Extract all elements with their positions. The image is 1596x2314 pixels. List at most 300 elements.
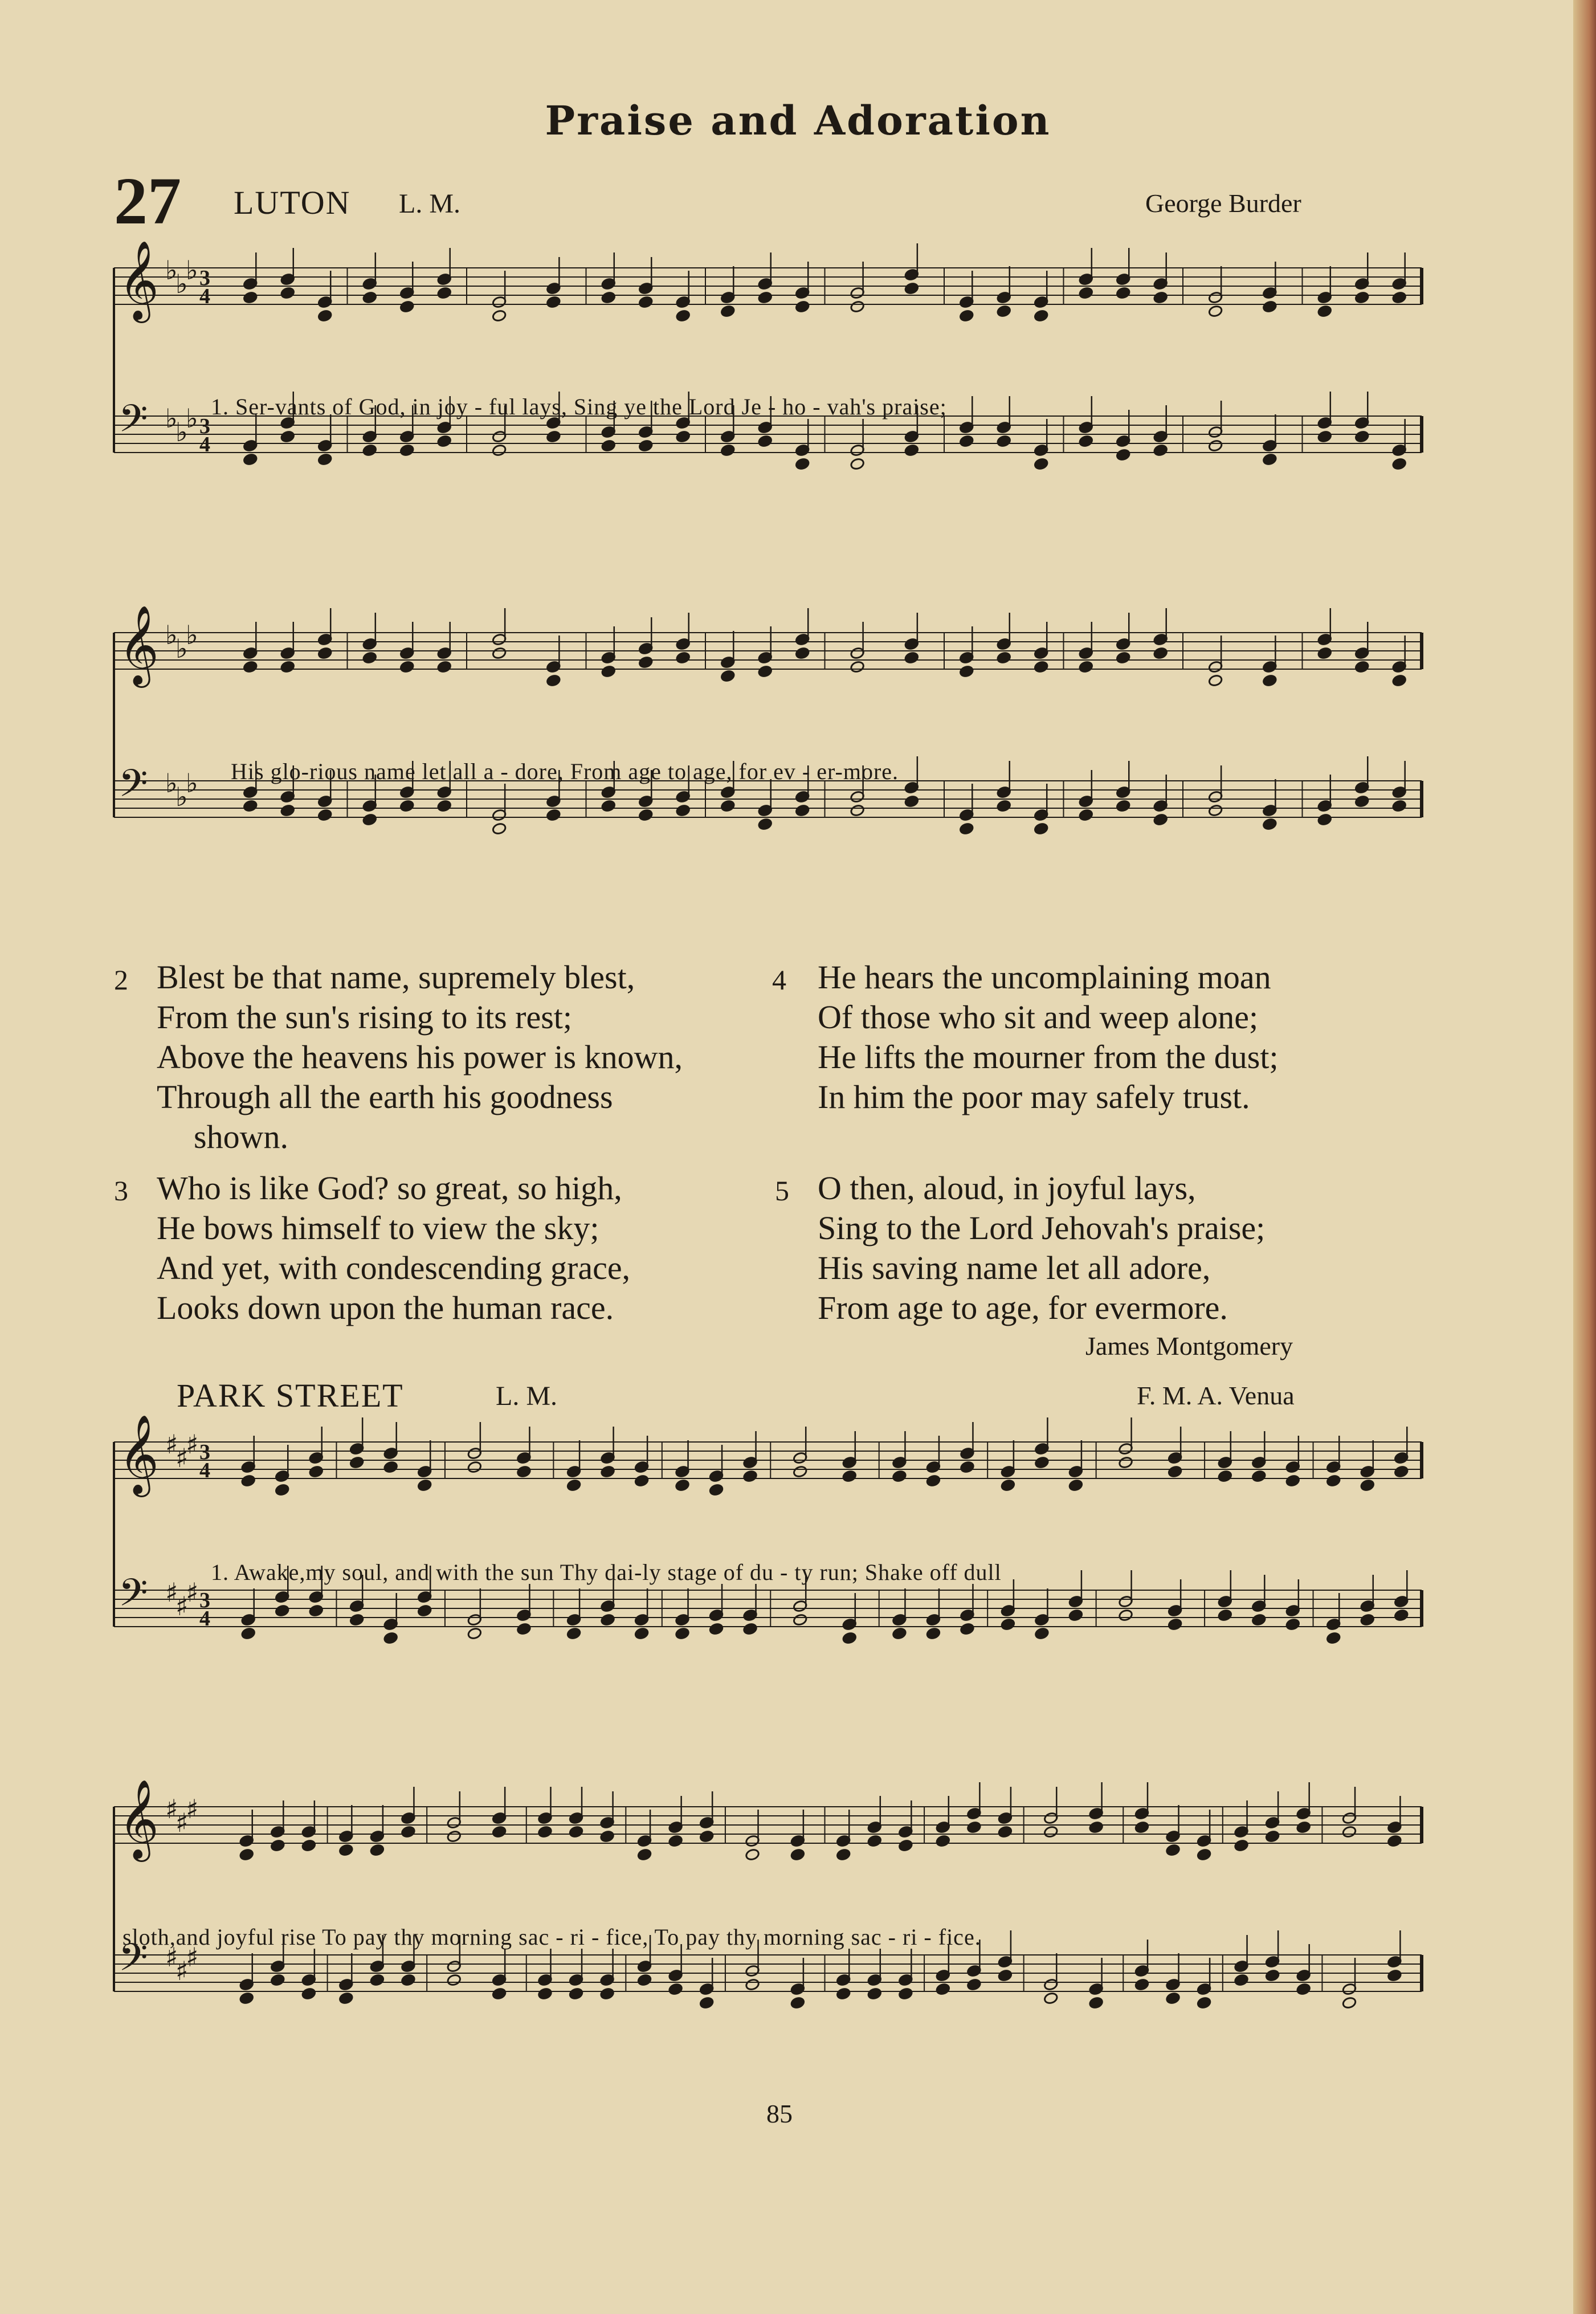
sharp-accidental-icon: ♯ <box>165 1577 178 1608</box>
note-head <box>301 1839 316 1852</box>
note-head <box>275 1604 289 1618</box>
section-title: Praise and Adoration <box>545 97 1051 144</box>
verse-4-number: 4 <box>772 964 786 996</box>
note-head <box>546 296 561 309</box>
note-head <box>1119 1609 1133 1622</box>
note-head <box>516 1465 531 1478</box>
meter-luton: L. M. <box>399 189 460 219</box>
verse-3-line-1: Who is like God? so great, so high, <box>157 1170 622 1207</box>
flat-accidental-icon: ♭ <box>175 781 188 812</box>
note-head <box>601 1614 615 1627</box>
note-head <box>1079 661 1093 674</box>
note-head <box>492 1826 507 1839</box>
note-head <box>1034 1456 1049 1469</box>
note-head <box>745 1848 760 1861</box>
verse-5-line-1: O then, aloud, in joyful lays, <box>818 1170 1196 1207</box>
composer-park-street: F. M. A. Venua <box>1137 1381 1295 1410</box>
note-head <box>1354 795 1369 808</box>
note-head <box>601 800 616 813</box>
note-head <box>904 444 919 457</box>
note-head <box>241 1474 256 1488</box>
note-head <box>399 800 414 813</box>
note-head <box>842 1632 857 1645</box>
note-head <box>317 809 332 822</box>
note-head <box>1116 287 1130 300</box>
note-head <box>790 1848 805 1861</box>
note-head <box>637 1974 652 1987</box>
note-head <box>637 1848 652 1861</box>
note-head <box>243 800 258 813</box>
note-head <box>241 1627 256 1640</box>
verse-3-line-3: And yet, with condescending grace, <box>157 1249 631 1286</box>
hymn-number: 27 <box>114 164 181 238</box>
note-head <box>601 291 616 304</box>
note-head <box>1317 813 1332 826</box>
composer-luton: George Burder <box>1145 189 1301 218</box>
note-head <box>601 439 616 453</box>
note-head <box>998 1969 1013 1982</box>
note-head <box>1265 1830 1280 1843</box>
verse-3-line-2: He bows himself to view the sky; <box>157 1209 599 1246</box>
note-head <box>676 430 691 443</box>
tune-name-luton: LUTON <box>234 184 351 221</box>
time-signature-bottom: 4 <box>199 1459 210 1482</box>
note-head <box>758 291 773 304</box>
note-head <box>1001 1618 1015 1631</box>
note-head <box>1116 651 1130 665</box>
note-head <box>638 656 653 669</box>
note-head <box>795 300 810 313</box>
verse-2-line-1: Blest be that name, supremely blest, <box>157 959 635 996</box>
note-head <box>280 661 295 674</box>
verse-3-number: 3 <box>114 1175 128 1207</box>
luton-system-1 <box>0 241 1596 604</box>
treble-staff <box>114 241 1422 323</box>
note-head <box>280 287 295 300</box>
note-head <box>758 435 773 448</box>
note-head <box>892 1470 907 1483</box>
note-head <box>1034 458 1048 471</box>
note-head <box>936 1983 950 1996</box>
note-head <box>898 1839 913 1852</box>
note-head <box>399 300 414 313</box>
note-head <box>793 1614 807 1627</box>
treble-clef-icon: 𝄞 <box>119 241 159 320</box>
note-head <box>959 665 974 678</box>
note-head <box>758 665 773 678</box>
sharp-accidental-icon: ♯ <box>165 1429 178 1460</box>
note-head <box>892 1627 907 1640</box>
bass-clef-icon: 𝄢 <box>119 761 148 814</box>
treble-staff <box>114 605 1422 688</box>
note-head <box>850 804 865 817</box>
note-head <box>362 651 377 665</box>
note-head <box>383 1632 398 1645</box>
note-head <box>668 1983 683 1996</box>
verse-2-line-5: shown. <box>194 1118 288 1155</box>
note-head <box>1265 1969 1280 1982</box>
note-head <box>793 1465 807 1478</box>
note-head <box>960 1461 974 1474</box>
note-head <box>1317 647 1332 660</box>
note-head <box>709 1484 724 1497</box>
note-head <box>1387 1835 1402 1848</box>
note-head <box>867 1835 882 1848</box>
note-head <box>492 1987 507 2001</box>
underlay-luton-line-1: 1. Ser-vants of God, in joy - ful lays, Sing ye the Lord Je - ho - vah's praise; <box>211 394 947 419</box>
note-head <box>1394 1465 1409 1478</box>
note-head <box>1034 822 1048 836</box>
note-head <box>850 300 865 313</box>
flat-accidental-icon: ♭ <box>186 620 198 650</box>
note-head <box>1153 444 1168 457</box>
note-head <box>1208 439 1223 453</box>
note-head <box>492 309 507 323</box>
note-head <box>338 1992 353 2005</box>
note-head <box>638 439 653 453</box>
flat-accidental-icon: ♭ <box>165 620 178 650</box>
note-head <box>1208 305 1223 318</box>
verse-3-line-4: Looks down upon the human race. <box>157 1289 614 1326</box>
note-head <box>1285 1618 1300 1631</box>
note-head <box>1262 818 1277 831</box>
note-head <box>904 651 919 665</box>
note-head <box>1262 300 1277 313</box>
note-head <box>1034 309 1048 323</box>
note-head <box>370 1844 385 1857</box>
note-head <box>301 1987 316 2001</box>
note-head <box>1394 1609 1409 1622</box>
flat-accidental-icon: ♭ <box>175 633 188 664</box>
note-head <box>836 1987 851 2001</box>
treble-clef-icon: 𝄞 <box>119 605 159 685</box>
verse-5-number: 5 <box>775 1175 789 1207</box>
note-head <box>1285 1474 1300 1488</box>
note-head <box>546 809 561 822</box>
note-head <box>546 430 561 443</box>
note-head <box>467 1461 482 1474</box>
note-head <box>997 305 1011 318</box>
meter-park-street: L. M. <box>496 1381 557 1411</box>
note-head <box>270 1839 285 1852</box>
note-head <box>1342 1997 1357 2010</box>
flat-accidental-icon: ♭ <box>186 403 198 434</box>
note-head <box>566 1479 581 1492</box>
note-head <box>1165 1992 1180 2005</box>
note-head <box>1153 813 1168 826</box>
note-head <box>1153 291 1168 304</box>
note-head <box>1392 674 1407 687</box>
note-head <box>1197 1848 1211 1861</box>
note-head <box>280 430 295 443</box>
note-head <box>638 296 653 309</box>
note-head <box>1354 430 1369 443</box>
note-head <box>1208 804 1223 817</box>
verse-2-line-3: Above the heavens his power is known, <box>157 1038 683 1075</box>
treble-clef-icon: 𝄞 <box>119 1415 159 1494</box>
underlay-park-street-line-1: 1. Awake,my soul, and with the sun Thy dai-ly stage of du - ty run; Shake off dull <box>211 1559 1002 1585</box>
tune-name-park-street: PARK STREET <box>177 1377 404 1414</box>
verse-2-line-4: Through all the earth his goodness <box>157 1078 613 1115</box>
note-head <box>1153 647 1168 660</box>
note-head <box>998 1826 1013 1839</box>
sharp-accidental-icon: ♯ <box>165 1794 178 1824</box>
note-head <box>239 1992 254 2005</box>
note-head <box>997 435 1011 448</box>
note-head <box>600 1987 615 2001</box>
time-signature-bottom: 4 <box>199 1607 210 1631</box>
note-head <box>243 453 258 466</box>
note-head <box>317 647 332 660</box>
note-head <box>675 1479 689 1492</box>
note-head <box>1218 1609 1232 1622</box>
sharp-accidental-icon: ♯ <box>186 1794 199 1824</box>
note-head <box>349 1614 364 1627</box>
note-head <box>676 309 691 323</box>
note-head <box>370 1974 385 1987</box>
note-head <box>720 670 735 683</box>
note-head <box>1354 291 1369 304</box>
note-head <box>1251 1614 1266 1627</box>
note-head <box>675 1627 689 1640</box>
note-head <box>1234 1974 1248 1987</box>
note-head <box>601 665 616 678</box>
note-head <box>437 435 452 448</box>
sharp-accidental-icon: ♯ <box>175 1443 189 1473</box>
note-head <box>275 1484 289 1497</box>
sharp-accidental-icon: ♯ <box>186 1577 199 1608</box>
note-head <box>569 1826 583 1839</box>
note-head <box>1360 1479 1375 1492</box>
note-head <box>1134 1821 1149 1834</box>
note-head <box>742 1623 757 1636</box>
time-signature-bottom: 4 <box>199 284 210 308</box>
time-signature-top: 3 <box>199 1588 210 1612</box>
note-head <box>758 818 773 831</box>
note-head <box>401 1974 415 1987</box>
note-head <box>966 1821 981 1834</box>
sharp-accidental-icon: ♯ <box>186 1429 199 1460</box>
verse-5-line-4: From age to age, for evermore. <box>818 1289 1228 1326</box>
note-head <box>960 1623 974 1636</box>
note-head <box>1079 435 1093 448</box>
treble-clef-icon: 𝄞 <box>119 1779 159 1859</box>
note-head <box>742 1470 757 1483</box>
note-head <box>437 661 452 674</box>
note-head <box>720 305 735 318</box>
underlay-park-street-line-2: sloth,and joyful rise To pay thy morning sac - ri - fice, To pay thy morning sac - ri - fice. <box>123 1924 981 1950</box>
luton-system-2 <box>0 605 1596 969</box>
note-head <box>243 291 258 304</box>
note-head <box>1116 800 1130 813</box>
note-head <box>437 800 452 813</box>
flat-accidental-icon: ♭ <box>186 255 198 286</box>
note-head <box>601 1465 615 1478</box>
sharp-accidental-icon: ♯ <box>175 1591 189 1622</box>
note-head <box>836 1848 851 1861</box>
note-head <box>401 1826 415 1839</box>
note-head <box>634 1474 649 1488</box>
flat-accidental-icon: ♭ <box>175 417 188 447</box>
note-head <box>926 1474 941 1488</box>
note-head <box>634 1627 649 1640</box>
note-head <box>417 1604 432 1618</box>
note-head <box>1079 287 1093 300</box>
treble-staff <box>114 1415 1422 1497</box>
bass-clef-icon: 𝄢 <box>119 397 148 450</box>
time-signature-top: 3 <box>199 1440 210 1464</box>
note-head <box>362 813 377 826</box>
note-head <box>447 1974 462 1987</box>
note-head <box>349 1456 364 1469</box>
flat-accidental-icon: ♭ <box>165 768 178 799</box>
note-head <box>1089 1821 1104 1834</box>
note-head <box>1218 1470 1232 1483</box>
note-head <box>1134 1978 1149 1991</box>
note-head <box>1034 661 1048 674</box>
verse-2-number: 2 <box>114 964 128 996</box>
note-head <box>1068 1609 1083 1622</box>
bass-clef-icon: 𝄢 <box>119 1936 148 1989</box>
verse-4-line-1: He hears the uncomplaining moan <box>818 959 1271 996</box>
note-head <box>638 809 653 822</box>
flat-accidental-icon: ♭ <box>175 268 188 299</box>
note-head <box>546 674 561 687</box>
flat-accidental-icon: ♭ <box>165 255 178 286</box>
flat-accidental-icon: ♭ <box>165 403 178 434</box>
verse-2-line-2: From the sun's rising to its rest; <box>157 999 573 1036</box>
note-head <box>795 647 810 660</box>
time-signature-top: 3 <box>199 266 210 290</box>
park-street-system-2 <box>0 1779 1596 2143</box>
verse-5-line-2: Sing to the Lord Jehovah's praise; <box>818 1209 1266 1246</box>
note-head <box>1119 1456 1133 1469</box>
note-head <box>1326 1474 1341 1488</box>
note-head <box>997 800 1011 813</box>
sharp-accidental-icon: ♯ <box>165 1942 178 1973</box>
note-head <box>850 458 865 471</box>
note-head <box>569 1987 583 2001</box>
note-head <box>1262 674 1277 687</box>
note-head <box>362 444 377 457</box>
note-head <box>383 1461 398 1474</box>
note-head <box>417 1479 432 1492</box>
sharp-accidental-icon: ♯ <box>186 1942 199 1973</box>
note-head <box>842 1470 857 1483</box>
note-head <box>566 1627 581 1640</box>
note-head <box>699 1997 714 2010</box>
hymn-author: James Montgomery <box>1085 1331 1293 1360</box>
note-head <box>926 1627 941 1640</box>
note-head <box>959 822 974 836</box>
note-head <box>795 458 810 471</box>
note-head <box>1116 449 1130 462</box>
note-head <box>362 291 377 304</box>
note-head <box>709 1623 724 1636</box>
note-head <box>790 1997 805 2010</box>
verse-4-line-4: In him the poor may safely trust. <box>818 1078 1250 1115</box>
note-head <box>1317 305 1332 318</box>
note-head <box>1208 674 1223 687</box>
note-head <box>936 1835 950 1848</box>
note-head <box>492 822 507 836</box>
note-head <box>966 1978 981 1991</box>
note-head <box>1165 1844 1180 1857</box>
note-head <box>467 1627 482 1640</box>
treble-staff <box>114 1779 1422 1862</box>
note-head <box>699 1830 714 1843</box>
note-head <box>1001 1479 1015 1492</box>
note-head <box>997 651 1011 665</box>
note-head <box>904 282 919 295</box>
note-head <box>243 661 258 674</box>
note-head <box>676 651 691 665</box>
note-head <box>904 795 919 808</box>
note-head <box>1326 1632 1341 1645</box>
note-head <box>1354 661 1369 674</box>
note-head <box>1034 1627 1049 1640</box>
page-number: 85 <box>766 2099 793 2128</box>
time-signature-top: 3 <box>199 414 210 438</box>
note-head <box>1079 809 1093 822</box>
note-head <box>850 661 865 674</box>
note-head <box>867 1987 882 2001</box>
note-head <box>399 444 414 457</box>
note-head <box>1387 1969 1402 1982</box>
note-head <box>537 1826 552 1839</box>
note-head <box>1168 1465 1182 1478</box>
verse-5-line-3: His saving name let all adore, <box>818 1249 1211 1286</box>
note-head <box>280 804 295 817</box>
note-head <box>270 1974 285 1987</box>
note-head <box>795 804 810 817</box>
note-head <box>1043 1992 1058 2005</box>
note-head <box>1296 1821 1311 1834</box>
bass-clef-icon: 𝄢 <box>119 1571 148 1624</box>
flat-accidental-icon: ♭ <box>186 768 198 799</box>
note-head <box>1068 1479 1083 1492</box>
note-head <box>1089 1997 1104 2010</box>
note-head <box>1296 1983 1311 1996</box>
note-head <box>317 309 332 323</box>
note-head <box>1262 453 1277 466</box>
note-head <box>898 1987 913 2001</box>
note-head <box>1360 1614 1375 1627</box>
note-head <box>309 1465 324 1478</box>
note-head <box>239 1848 254 1861</box>
note-head <box>447 1830 462 1843</box>
note-head <box>309 1604 324 1618</box>
sharp-accidental-icon: ♯ <box>175 1956 189 1986</box>
note-head <box>399 661 414 674</box>
note-head <box>1251 1470 1266 1483</box>
note-head <box>1197 1997 1211 2010</box>
note-head <box>959 309 974 323</box>
note-head <box>668 1835 683 1848</box>
note-head <box>1392 458 1407 471</box>
note-head <box>437 287 452 300</box>
note-head <box>720 800 735 813</box>
sharp-accidental-icon: ♯ <box>175 1807 189 1838</box>
note-head <box>1043 1826 1058 1839</box>
note-head <box>676 804 691 817</box>
note-head <box>317 453 332 466</box>
note-head <box>1317 430 1332 443</box>
time-signature-bottom: 4 <box>199 433 210 457</box>
note-head <box>338 1844 353 1857</box>
verse-4-line-2: Of those who sit and weep alone; <box>818 999 1259 1036</box>
note-head <box>1392 291 1407 304</box>
